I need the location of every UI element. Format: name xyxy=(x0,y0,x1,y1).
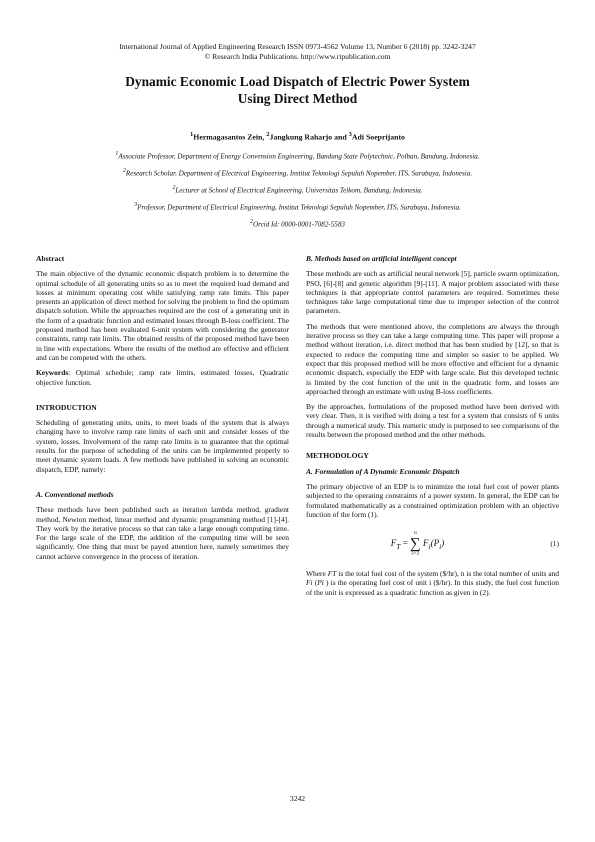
abstract-heading: Abstract xyxy=(36,254,65,263)
keywords-text: : Optimal schedule; ramp rate limits, estimated losses, Quadratic objective function. xyxy=(36,368,289,387)
left-column xyxy=(36,254,289,567)
affiliation-list xyxy=(20,149,575,234)
affiliation-index: 2 xyxy=(122,168,126,175)
affiliation-index: 2 xyxy=(172,185,176,192)
author-3-index: 3 xyxy=(348,131,352,138)
author-list xyxy=(0,130,595,143)
abstract-text: The main objective of the dynamic economic dispatch problem is to determine the optimal schedule of all generating units so as to meet the required load demand and losses at minimum operating cost while satisfying ramp rate limits. This paper presents an application of direct method for solving the problem to find the optimum dispatch solution. While the approaches required are the cost of a generating unit in the form of a quadratic function and estimated losses through B-loss coefficient. The proposed method has been evaluated 6-unit system with considering the generator constraints, ramp rate limits. The obtained results of the proposed method have been in line with expectations. Where the results of the method are effective and efficient and can be competed with the others. xyxy=(36,269,289,362)
ai-methods-para-3: By the approaches, formulations of the proposed method have been derived with very clear. Then, it is verified with doing a test for a system that consists of 6 units through a numerical study. This numeric study is purposed to see comparisons of the results between the proposed method and the other methods. xyxy=(306,402,559,440)
equation-rhs-argument-subscript: i xyxy=(439,541,442,551)
introduction-heading: INTRODUCTION xyxy=(36,402,97,412)
formulation-heading: A. Formulation of A Dynamic Economic Dispatch xyxy=(306,466,460,476)
right-column xyxy=(306,254,559,603)
ai-methods-para-2: The methods that were mentioned above, the completions are always the through iterative process so they can take a large computing time. This paper will propose a method without iteration, i.e. direct method that has been studied by [12], so that is expected to reduce the computing time and simpler so easier to be applied. We expect that this proposed method will be more effective and efficient for a dynamic economic dispatch, especially the EDP with large scale. But this developed technic is limited by the cost function of the unit in the quadratic form, and losses are approached through an estimate with using B-loss coefficients. xyxy=(306,321,559,396)
equation-rhs-argument: (P xyxy=(430,538,440,549)
affiliation xyxy=(20,183,575,200)
author-2-index: 2 xyxy=(266,131,270,138)
equation-body xyxy=(306,530,529,558)
summation-icon: ∑ xyxy=(410,536,421,553)
symbol-fi: Fi xyxy=(306,578,313,588)
affiliation-index: 1 xyxy=(115,151,119,157)
symbol-pi: Pi xyxy=(317,578,324,588)
affiliation-index: 2 xyxy=(250,219,253,226)
conventional-methods-heading: A. Conventional methods xyxy=(36,489,114,499)
affiliation-text: Professor, Department of Electrical Engineering, Institut Teknologi Sepuluh Nopember, ITS, Surabaya, Indonesia. xyxy=(137,203,461,212)
equation-1 xyxy=(306,525,559,563)
affiliation-index: 3 xyxy=(134,202,138,209)
text-run: is the total fuel cost of the system ($/hr), n is the total number of units and xyxy=(336,569,559,579)
orcid-text: Orcid Id: 0000-0001-7082-5583 xyxy=(253,220,345,229)
equation-number: (1) xyxy=(550,539,559,549)
equation-rhs-subscript: i xyxy=(428,541,431,551)
keywords xyxy=(36,368,289,387)
affiliation xyxy=(20,166,575,183)
summation-lower-limit: i=1 xyxy=(411,551,420,558)
summation-upper-limit: n xyxy=(414,530,417,537)
author-1: Hermagasantos Zein, xyxy=(193,132,267,142)
symbol-ft: FT xyxy=(327,569,337,579)
journal-header xyxy=(0,42,595,62)
affiliation xyxy=(20,149,575,166)
affiliation-text: Lecturer at School of Electrical Engineering, Universitas Telkom, Bandung, Indonesia. xyxy=(175,186,423,195)
equation-equals: = xyxy=(400,538,411,549)
author-1-index: 1 xyxy=(190,131,194,138)
text-run: ( xyxy=(312,578,318,588)
journal-publisher: © Research India Publications. http://www.ripublication.com xyxy=(204,52,391,61)
paper-title-line-2: Using Direct Method xyxy=(237,91,358,106)
ai-methods-para-1: These methods are such as artificial neural network [5], particle swarm optimization, PSO, [6]-[8] and genetic algorithm [9]-[11]. A major problem associated with these techniques is that appropriate control parameters are required. Sometimes these techniques take large computational time due to improper selection of the control parameters. xyxy=(306,269,559,316)
equation-rhs-close: ) xyxy=(441,538,445,549)
affiliation-text: Research Scholar, Department of Electrical Engineering, Institut Teknologi Sepuluh Nopember, ITS, Surabaya, Indonesia. xyxy=(125,169,473,178)
paper-title-line-1: Dynamic Economic Load Dispatch of Electric Power System xyxy=(125,74,470,89)
methodology-para-2 xyxy=(306,569,559,597)
keywords-label: Keywords xyxy=(36,368,69,378)
ai-methods-heading: B. Methods based on artificial intelligent concept xyxy=(306,254,457,263)
affiliation-text: Associate Professor, Department of Energy Convension Engineering, Bandung State Polytechnic, Polban, Bandung, Indonesia. xyxy=(118,152,480,161)
text-run: Where xyxy=(306,569,328,579)
affiliation xyxy=(20,200,575,217)
page-number: 3242 xyxy=(289,794,306,803)
methodology-para-1: The primary objective of an EDP is to minimize the total fuel cost of power plants subjected to the operating constraints of a power system. In general, the EDP can be formulated mathematically as a constrained optimization problem with an objective function of the form (1). xyxy=(306,481,559,519)
equation-rhs: F xyxy=(423,538,429,549)
conventional-methods-text: These methods have been published such as iteration lambda method, gradient method, Newton method, linear method and dynamic programming method [1]-[4]. They work by the iterative process so that can take a large enough computing time. For the large scale of the EDP, the addition of the computing time will be seen significantly. One thing that must be payed attention here, namely sometimes they cannot achieve convergence in the process of iteration. xyxy=(36,505,289,561)
author-2: Jangkung Raharjo and xyxy=(269,132,349,142)
author-3: Adi Soeprijanto xyxy=(351,132,405,142)
journal-citation: International Journal of Applied Engineering Research ISSN 0973-4562 Volume 13, Number 6 (2018) pp. 3242-3247 xyxy=(119,42,476,51)
summation xyxy=(410,530,421,558)
orcid xyxy=(20,217,575,234)
text-run: ) is the operating fuel cost of unit i ($/hr). In this study, the fuel cost function of the unit is expressed as a quadratic function as given in (2). xyxy=(306,578,559,597)
introduction-text: Scheduling of generating units, units, to meet loads of the system that is always changing have to involve ramp rate limits of each unit and consider losses of the system, losses. Involvement of the ramp rate limits is to guarantee that the optimal results for the purpose of scheduling of the units can be implemented properly to meet dynamic system loads. A few methods have published in solving an economic dispatch, EDP, namely: xyxy=(36,418,289,474)
equation-lhs: F xyxy=(390,538,397,549)
paper-title xyxy=(60,73,535,107)
equation-lhs-subscript: T xyxy=(396,541,401,551)
methodology-heading: METHODOLOGY xyxy=(306,451,369,461)
